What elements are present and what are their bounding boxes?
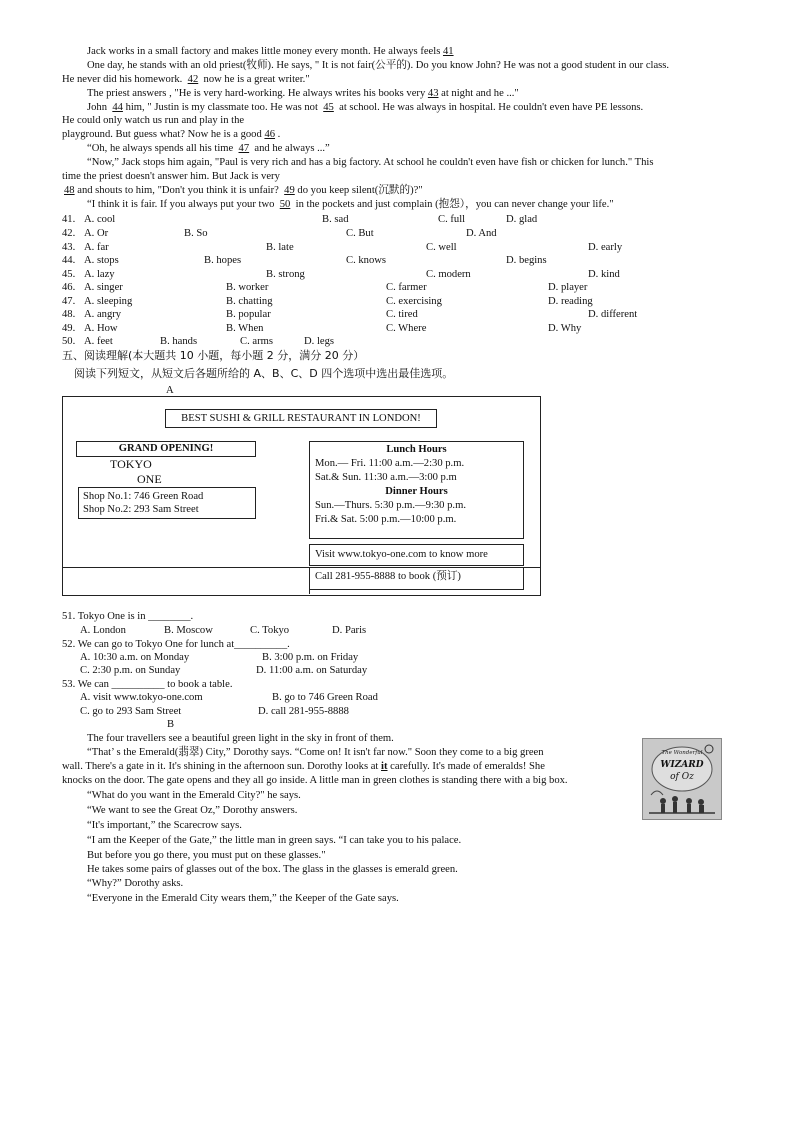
- choice-option: D. player: [548, 282, 588, 293]
- choice-number: 50.: [62, 336, 76, 347]
- passage-b-line: But before you go there, you must put on these glasses.": [87, 850, 326, 861]
- option: A. 10:30 a.m. on Monday: [80, 652, 190, 663]
- choice-option: C. knows: [346, 255, 387, 266]
- choice-option: D. Why: [548, 323, 582, 334]
- hours-box: [309, 441, 524, 539]
- underlined-it: it: [381, 761, 388, 772]
- passage-b-line: wall. There's a gate in it. It's shining in the afternoon sun. Dorothy looks at it carefully. It's made of emeralds! She: [62, 761, 545, 772]
- choice-option: B. worker: [226, 282, 269, 293]
- option: C. 2:30 p.m. on Sunday: [80, 665, 181, 676]
- blank-43: 43: [427, 88, 439, 99]
- choice-option: A. Or: [84, 228, 109, 239]
- section-instruction: 阅读下列短文，从短文后各题所给的 A、B、C、D 四个选项中选出最佳选项。: [74, 367, 454, 380]
- choice-option: C. modern: [426, 269, 471, 280]
- passage-label-b: B: [167, 719, 175, 730]
- option: B. 3:00 p.m. on Friday: [262, 652, 359, 663]
- cloze-line: The priest answers , "He is very hard-working. He always writes his books very 43 at night and he ...": [87, 88, 519, 99]
- cloze-line: John 44 him, " Justin is my classmate too. He was not 45 at school. He was always in hospital. He couldn't even have PE lessons.: [87, 102, 644, 113]
- cloze-line: playground. But guess what? Now he is a good 46 .: [62, 129, 281, 140]
- book-title-bottom: of Oz: [670, 772, 694, 782]
- shop-1-address: Shop No.1: 746 Green Road: [83, 491, 204, 502]
- cloze-line: He could only watch us run and play in the: [62, 115, 245, 126]
- choice-option: A. singer: [84, 282, 123, 293]
- choice-option: D. different: [588, 309, 638, 320]
- choice-option: A. feet: [84, 336, 113, 347]
- passage-b-line: “We want to see the Great Oz,” Dorothy answers.: [87, 805, 298, 816]
- blank-48: 48: [64, 185, 75, 196]
- option: A. London: [80, 625, 126, 636]
- question-51: 51. Tokyo One is in ________.: [62, 611, 194, 622]
- choice-option: B. strong: [266, 269, 305, 280]
- passage-b-line: “It's important,” the Scarecrow says.: [87, 820, 242, 831]
- choice-option: A. stops: [84, 255, 119, 266]
- ad-title: BEST SUSHI & GRILL RESTAURANT IN LONDON!: [165, 409, 437, 428]
- visit-website-text: Visit www.tokyo-one.com to know more: [315, 549, 488, 560]
- option: B. Moscow: [164, 625, 213, 636]
- choice-option: A. lazy: [84, 269, 115, 280]
- passage-b-line: He takes some pairs of glasses out of the box. The glass in the glasses is emerald green.: [87, 864, 458, 875]
- blank-44: 44: [112, 102, 123, 113]
- shop-2-address: Shop No.2: 293 Sam Street: [83, 504, 199, 515]
- choice-option: D. kind: [588, 269, 620, 280]
- choice-option: B. popular: [226, 309, 271, 320]
- blank-50: 50: [279, 199, 291, 210]
- choice-option: C. Where: [386, 323, 427, 334]
- passage-b-line: “What do you want in the Emerald City?" he says.: [87, 790, 301, 801]
- option: D. call 281-955-8888: [258, 706, 349, 717]
- choice-option: A. How: [84, 323, 118, 334]
- lunch-hours-weekday: Mon.— Fri. 11:00 a.m.—2:30 p.m.: [315, 458, 465, 469]
- shop-address-box: [78, 487, 256, 519]
- cloze-line: One day, he stands with an old priest(牧师). He says, " It is not fair(公平的). Do you know John? He was not a good student in our class.: [87, 60, 670, 71]
- choice-option: B. chatting: [226, 296, 273, 307]
- choice-option: B. hopes: [204, 255, 242, 266]
- blank-45: 45: [323, 102, 334, 113]
- choice-option: B. When: [226, 323, 264, 334]
- choice-option: C. But: [346, 228, 374, 239]
- choice-option: D. legs: [304, 336, 335, 347]
- choice-option: A. sleeping: [84, 296, 133, 307]
- choice-option: C. arms: [240, 336, 273, 347]
- choice-option: C. well: [426, 242, 457, 253]
- option: D. Paris: [332, 625, 367, 636]
- passage-b-line: “That’ s the Emerald(翡翠) City,” Dorothy says. “Come on! It isn't far now." Soon they come to a big green: [87, 747, 544, 758]
- cloze-line: 48 and shouts to him, "Don't you think it is unfair? 49 do you keep silent(沉默的)?": [64, 185, 423, 196]
- choice-number: 48.: [62, 309, 76, 320]
- cloze-line: Jack works in a small factory and makes little money every month. He always feels 41: [87, 46, 454, 57]
- blank-49: 49: [284, 185, 295, 196]
- cloze-line: “Oh, he always spends all his time 47 and he always ...”: [87, 143, 330, 154]
- choice-number: 44.: [62, 255, 76, 266]
- choice-option: A. far: [84, 242, 109, 253]
- call-box: [309, 567, 524, 590]
- lunch-hours-weekend: Sat.& Sun. 11:30 a.m.—3:00 p.m: [315, 472, 457, 483]
- choice-option: D. And: [466, 228, 497, 239]
- choice-number: 49.: [62, 323, 76, 334]
- lunch-hours-title: Lunch Hours: [386, 444, 447, 455]
- restaurant-name-1: TOKYO: [110, 457, 152, 471]
- blank-47: 47: [238, 143, 250, 154]
- passage-b-line: “I am the Keeper of the Gate,” the little man in green says. “I can take you to his palace.: [87, 835, 462, 846]
- choice-number: 42.: [62, 228, 76, 239]
- dinner-hours-title: Dinner Hours: [385, 486, 448, 497]
- choice-option: B. So: [184, 228, 208, 239]
- cloze-line: “I think it is fair. If you always put your two 50 in the pockets and just complain (抱怨），you can never change your life.": [87, 199, 614, 210]
- choice-option: D. glad: [506, 214, 538, 225]
- choice-option: D. early: [588, 242, 623, 253]
- choice-option: A. angry: [84, 309, 122, 320]
- choice-option: C. tired: [386, 309, 418, 320]
- passage-b-line: “Everyone in the Emerald City wears them,” the Keeper of the Gate says.: [87, 893, 399, 904]
- choice-option: D. begins: [506, 255, 547, 266]
- blank-42: 42: [187, 74, 199, 85]
- choice-option: B. late: [266, 242, 294, 253]
- blank-46: 46: [264, 129, 276, 140]
- cloze-line: “Now,” Jack stops him again, "Paul is very rich and has a big factory. At school he couldn't even have fish or chicken for lunch." This: [87, 157, 654, 168]
- option: A. visit www.tokyo-one.com: [80, 692, 203, 703]
- passage-b-line: knocks on the door. The gate opens and they all go inside. A little man in green clothes is standing there with a big box.: [62, 775, 568, 786]
- cloze-line: He never did his homework. 42 now he is a great writer.": [62, 74, 310, 85]
- choice-option: C. full: [438, 214, 466, 225]
- book-cover-illustration: [643, 739, 721, 819]
- choice-option: C. farmer: [386, 282, 427, 293]
- call-text: Call 281-955-8888 to book (预订): [315, 571, 461, 582]
- restaurant-name-2: ONE: [137, 472, 162, 486]
- passage-b-line: “Why?” Dorothy asks.: [87, 878, 184, 889]
- option: C. Tokyo: [250, 625, 290, 636]
- choice-option: C. exercising: [386, 296, 442, 307]
- choice-number: 47.: [62, 296, 76, 307]
- passage-b-line: The four travellers see a beautiful green light in the sky in front of them.: [87, 733, 394, 744]
- passage-label-a: A: [166, 385, 174, 396]
- cloze-line: time the priest doesn't answer him. But Jack is very: [62, 171, 280, 182]
- choice-option: B. hands: [160, 336, 198, 347]
- blank-41: 41: [442, 46, 454, 57]
- section-heading: 五、阅读理解(本大题共 10 小题，每小题 2 分，满分 20 分）: [62, 349, 365, 362]
- question-53: 53. We can __________ to book a table.: [62, 679, 233, 690]
- choice-number: 41.: [62, 214, 76, 225]
- choice-number: 46.: [62, 282, 76, 293]
- choice-number: 45.: [62, 269, 76, 280]
- grand-opening-label: GRAND OPENING!: [76, 441, 256, 457]
- visit-website-box: [309, 544, 524, 566]
- choice-option: A. cool: [84, 214, 116, 225]
- option: B. go to 746 Green Road: [272, 692, 378, 703]
- option: D. 11:00 a.m. on Saturday: [256, 665, 368, 676]
- dinner-hours-weekend: Fri.& Sat. 5:00 p.m.—10:00 p.m.: [315, 514, 457, 525]
- choice-option: D. reading: [548, 296, 593, 307]
- choice-number: 43.: [62, 242, 76, 253]
- option: C. go to 293 Sam Street: [80, 706, 182, 717]
- book-title-top: The Wonderful: [661, 750, 703, 756]
- choice-option: B. sad: [322, 214, 349, 225]
- book-title-main: WIZARD: [660, 760, 704, 770]
- question-52: 52. We can go to Tokyo One for lunch at__________.: [62, 639, 290, 650]
- dinner-hours-weekday: Sun.—Thurs. 5:30 p.m.—9:30 p.m.: [315, 500, 466, 511]
- wizard-of-oz-cover-image: [642, 738, 722, 820]
